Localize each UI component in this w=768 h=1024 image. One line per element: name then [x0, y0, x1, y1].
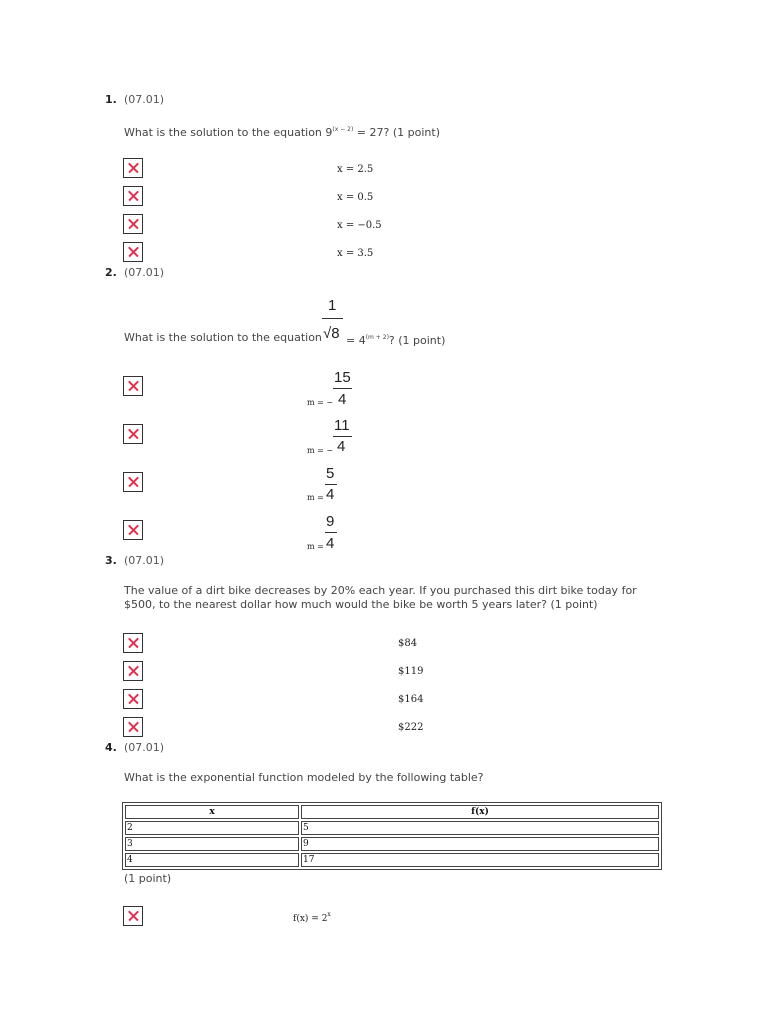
question-4-number: 4. [105, 741, 117, 754]
q2-answer-d-numerator: 9 [326, 513, 335, 530]
q2-answer-a-prefix: m = − [307, 398, 334, 407]
table-row [125, 853, 659, 867]
question-2-fraction-bar [322, 318, 343, 319]
question-2-text-post: ? (1 point) [388, 334, 446, 347]
q2-answer-a-numerator: 15 [334, 369, 351, 386]
q2-answer-c-denominator: 4 [326, 486, 335, 503]
question-2-exponent: (m + 2) [365, 334, 389, 341]
incorrect-icon [123, 158, 143, 178]
incorrect-icon [123, 214, 143, 234]
q3-answer-a: $84 [398, 638, 418, 649]
q2-answer-c-numerator: 5 [326, 465, 335, 482]
question-3-code: (07.01) [124, 554, 165, 567]
q2-answer-b-denominator: 4 [337, 438, 346, 455]
question-2-fraction-numerator: 1 [328, 297, 337, 314]
question-1-text [124, 123, 440, 140]
table-header-row [125, 805, 659, 819]
question-3-text-line-1: The value of a dirt bike decreases by 20% each year. If you purchased this dirt bike today for [124, 584, 637, 597]
question-1-number: 1. [105, 93, 117, 106]
question-3-number: 3. [105, 554, 117, 567]
q3-answer-b: $119 [398, 666, 424, 677]
q4-answer-a-exponent: x [327, 911, 331, 918]
q1-answer-b: x = 0.5 [337, 192, 374, 203]
incorrect-icon [123, 376, 143, 396]
question-1-exponent: (x − 2) [332, 126, 354, 133]
q1-answer-d: x = 3.5 [337, 248, 374, 259]
question-1-code: (07.01) [124, 93, 165, 106]
function-table [122, 802, 662, 870]
q1-answer-c: x = −0.5 [337, 220, 382, 231]
question-4-text: What is the exponential function modeled by the following table? [124, 771, 484, 784]
question-2-code: (07.01) [124, 266, 165, 279]
question-3-text-line-2: $500, to the nearest dollar how much would the bike be worth 5 years later? (1 point) [124, 598, 598, 611]
question-1-text-post: = 27? (1 point) [353, 126, 440, 139]
table-cell: 4 [125, 853, 299, 867]
q2-answer-d-prefix: m = [307, 542, 324, 551]
table-row [125, 837, 659, 851]
table-cell: 2 [125, 821, 299, 835]
table-header-fx: f(x) [301, 805, 659, 819]
q4-answer-a [293, 911, 331, 924]
question-4-points: (1 point) [124, 872, 172, 885]
incorrect-icon [123, 520, 143, 540]
q4-answer-a-base: f(x) = 2 [293, 914, 328, 924]
q2-answer-c-prefix: m = [307, 493, 324, 502]
q3-answer-d: $222 [398, 722, 424, 733]
incorrect-icon [123, 242, 143, 262]
incorrect-icon [123, 424, 143, 444]
question-1-text-pre: What is the solution to the equation 9 [124, 126, 333, 139]
incorrect-icon [123, 661, 143, 681]
q2-answer-c-bar [325, 484, 337, 485]
q2-answer-b-numerator: 11 [334, 417, 350, 434]
incorrect-icon [123, 689, 143, 709]
question-2-number: 2. [105, 266, 117, 279]
incorrect-icon [123, 186, 143, 206]
q1-answer-a: x = 2.5 [337, 164, 374, 175]
table-header-x: x [125, 805, 299, 819]
question-2-text-pre: What is the solution to the equation [124, 331, 322, 344]
question-2-fraction-denominator: √8 [323, 325, 340, 342]
incorrect-icon [123, 472, 143, 492]
q3-answer-c: $164 [398, 694, 424, 705]
question-3-text [124, 584, 684, 612]
table-cell: 5 [301, 821, 659, 835]
q2-answer-a-bar [333, 388, 352, 389]
incorrect-icon [123, 633, 143, 653]
question-2-text-rest [346, 331, 445, 348]
table-cell: 9 [301, 837, 659, 851]
table-cell: 3 [125, 837, 299, 851]
table-row [125, 821, 659, 835]
q2-answer-a-denominator: 4 [338, 391, 347, 408]
question-2-text-mid: = 4 [346, 334, 366, 347]
q2-answer-d-bar [325, 532, 337, 533]
question-4-code: (07.01) [124, 741, 165, 754]
incorrect-icon [123, 717, 143, 737]
incorrect-icon [123, 906, 143, 926]
q2-answer-b-bar [333, 436, 352, 437]
q2-answer-d-denominator: 4 [326, 535, 335, 552]
q2-answer-b-prefix: m = − [307, 446, 334, 455]
table-cell: 17 [301, 853, 659, 867]
